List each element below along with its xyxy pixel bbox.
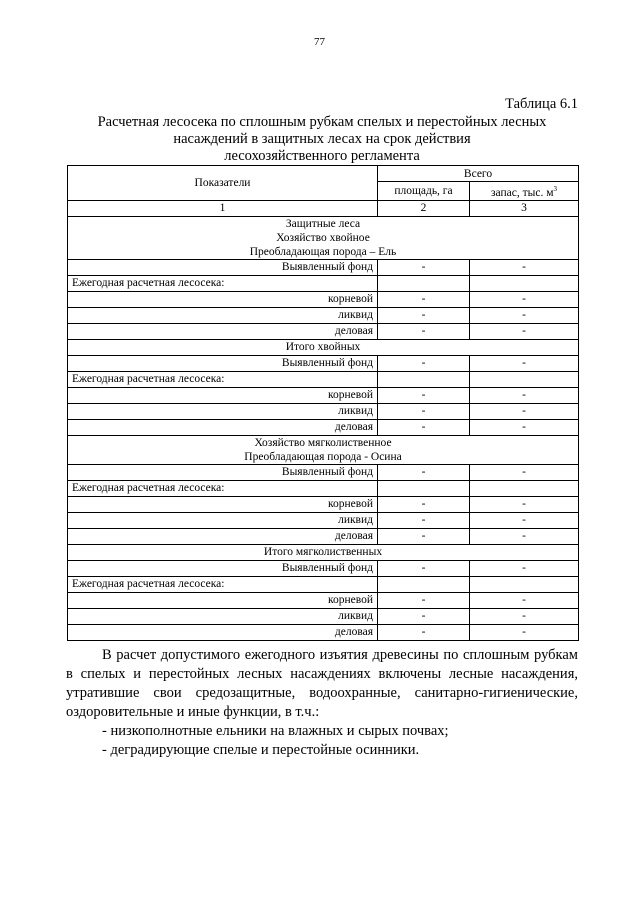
row-label: ликвид [68, 307, 378, 323]
table-row [68, 275, 579, 291]
stock-cell [470, 576, 579, 592]
area-cell [378, 371, 470, 387]
title-line: Расчетная лесосека по сплошным рубкам спелых и перестойных лесных [97, 114, 547, 130]
header-stock-sup: 3 [553, 185, 557, 193]
area-cell: - [378, 291, 470, 307]
stock-cell: - [470, 512, 579, 528]
row-label: корневой [68, 291, 378, 307]
row-label: деловая [68, 323, 378, 339]
row-label: деловая [68, 419, 378, 435]
stock-cell [470, 371, 579, 387]
section-row [68, 216, 579, 259]
row-label: Выявленный фонд [68, 464, 378, 480]
area-cell [378, 480, 470, 496]
header-indicators: Показатели [68, 166, 378, 201]
table-row [68, 403, 579, 419]
table-row [68, 464, 579, 480]
table-row [68, 592, 579, 608]
row-label: Выявленный фонд [68, 560, 378, 576]
stock-cell: - [470, 528, 579, 544]
section-row [68, 435, 579, 464]
header-total: Всего [378, 166, 579, 182]
column-number-1: 1 [68, 200, 378, 216]
table-row [68, 291, 579, 307]
stock-cell: - [470, 608, 579, 624]
area-cell: - [378, 419, 470, 435]
stock-cell: - [470, 403, 579, 419]
section-row [68, 544, 579, 560]
section-header [68, 435, 579, 464]
table-row [68, 387, 579, 403]
body-paragraph: В расчет допустимого ежегодного изъятия древесины по сплошным рубкам в спелых и перестойных лесных насаждениях включены лесные насаждения, утратившие свои средозащитные, водоохранные, санитарно-гигиенические, оздоровительные и иные функции, в т.ч.: [66, 647, 578, 720]
area-cell: - [378, 464, 470, 480]
area-cell: - [378, 528, 470, 544]
table-row [68, 307, 579, 323]
area-cell: - [378, 403, 470, 419]
title-line: насаждений в защитных лесах на срок действия [173, 131, 471, 147]
section-header-line: Хозяйство мягколиственное [254, 436, 392, 449]
table-row [68, 419, 579, 435]
area-cell: - [378, 624, 470, 640]
table-row [68, 480, 579, 496]
stock-cell [470, 275, 579, 291]
stock-cell: - [470, 624, 579, 640]
header-stock [470, 182, 579, 201]
table-row [68, 576, 579, 592]
table-row [68, 259, 579, 275]
area-cell: - [378, 355, 470, 371]
table-title [68, 114, 576, 165]
section-header-line: Итого мягколиственных [263, 546, 383, 559]
table-row [68, 323, 579, 339]
stock-cell [470, 480, 579, 496]
stock-cell: - [470, 419, 579, 435]
area-cell: - [378, 608, 470, 624]
area-cell: - [378, 387, 470, 403]
row-label: ликвид [68, 608, 378, 624]
section-header-line: Преобладающая порода - Осина [244, 450, 402, 463]
column-number-3: 3 [470, 200, 579, 216]
row-label: Выявленный фонд [68, 259, 378, 275]
row-label: Ежегодная расчетная лесосека: [68, 371, 378, 387]
body-text [66, 646, 578, 760]
area-cell: - [378, 496, 470, 512]
row-label: Выявленный фонд [68, 355, 378, 371]
stock-cell: - [470, 496, 579, 512]
row-label: деловая [68, 528, 378, 544]
stock-cell: - [470, 291, 579, 307]
section-header [68, 544, 579, 560]
area-cell [378, 576, 470, 592]
stock-cell: - [470, 307, 579, 323]
table-number: Таблица 6.1 [505, 96, 578, 112]
row-label: ликвид [68, 512, 378, 528]
page-number: 77 [314, 36, 325, 48]
section-header-line: Итого хвойных [285, 341, 361, 354]
logging-table [67, 165, 579, 641]
column-number-2: 2 [378, 200, 470, 216]
stock-cell: - [470, 387, 579, 403]
area-cell: - [378, 560, 470, 576]
table-row [68, 528, 579, 544]
table-row [68, 496, 579, 512]
header-area: площадь, га [378, 182, 470, 201]
row-label: корневой [68, 496, 378, 512]
table-row [68, 608, 579, 624]
table-row [68, 560, 579, 576]
header-stock-text: запас, тыс. м [491, 186, 554, 199]
stock-cell: - [470, 560, 579, 576]
bullet-item: - низкополнотные ельники на влажных и сырых почвах; [102, 723, 449, 739]
row-label: Ежегодная расчетная лесосека: [68, 480, 378, 496]
section-header-line: Защитные леса [285, 217, 361, 230]
stock-cell: - [470, 464, 579, 480]
stock-cell: - [470, 323, 579, 339]
section-row [68, 339, 579, 355]
bullet-item: - деградирующие спелые и перестойные осинники. [102, 742, 420, 758]
title-line: лесохозяйственного регламента [224, 148, 420, 164]
section-header [68, 339, 579, 355]
row-label: корневой [68, 387, 378, 403]
area-cell: - [378, 259, 470, 275]
table-row [68, 512, 579, 528]
area-cell [378, 275, 470, 291]
section-header-line: Преобладающая порода – Ель [249, 245, 397, 258]
row-label: деловая [68, 624, 378, 640]
table-row [68, 371, 579, 387]
row-label: Ежегодная расчетная лесосека: [68, 275, 378, 291]
table-row [68, 355, 579, 371]
stock-cell: - [470, 259, 579, 275]
stock-cell: - [470, 592, 579, 608]
row-label: корневой [68, 592, 378, 608]
area-cell: - [378, 307, 470, 323]
section-header [68, 216, 579, 259]
section-header-line: Хозяйство хвойное [276, 231, 370, 244]
table-row [68, 624, 579, 640]
area-cell: - [378, 592, 470, 608]
area-cell: - [378, 512, 470, 528]
row-label: Ежегодная расчетная лесосека: [68, 576, 378, 592]
stock-cell: - [470, 355, 579, 371]
area-cell: - [378, 323, 470, 339]
row-label: ликвид [68, 403, 378, 419]
